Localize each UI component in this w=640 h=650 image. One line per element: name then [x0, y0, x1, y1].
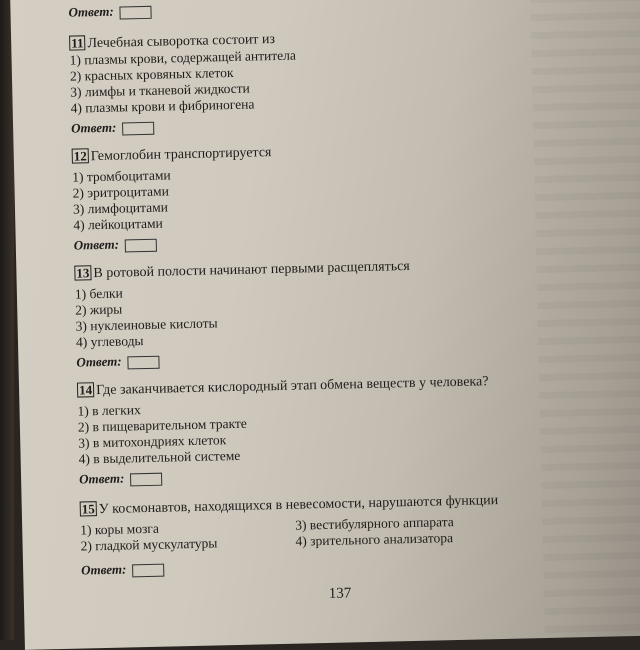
options-left [80, 518, 296, 555]
question-15 [80, 491, 562, 579]
answer-box[interactable] [125, 238, 157, 252]
option-4: 4) зрительного анализатора [295, 530, 454, 549]
option-1: 1) тромбоцитами [72, 167, 171, 185]
option-1: 1) белки [74, 285, 123, 302]
question-text: В ротовой полости начинают первыми расщепляться [93, 259, 410, 282]
answer-label: Ответ: [76, 353, 122, 370]
page-number: 137 [328, 585, 352, 602]
question-12 [72, 138, 554, 254]
question-number: 12 [73, 148, 87, 164]
answer-label: Ответ: [70, 119, 117, 136]
option-2: 2) красных кровяных клеток [69, 64, 234, 84]
question-text: У космонавтов, находящихся в невесомости, нарушаются функции [98, 493, 499, 518]
option-2: 2) жиры [75, 301, 123, 318]
question-13 [74, 255, 556, 371]
option-4: 4) углеводы [75, 333, 144, 350]
answer-label: Ответ: [73, 236, 120, 253]
answer-row [68, 0, 548, 21]
answer-box[interactable] [132, 563, 164, 577]
options-grid [80, 512, 561, 555]
question-number: 14 [78, 382, 93, 398]
option-3: 3) вестибулярного аппарата [295, 514, 454, 533]
option-1: 1) коры мозга [80, 520, 160, 538]
question-number: 13 [76, 265, 90, 281]
options-right [295, 513, 511, 550]
question-text: Лечебная сыворотка состоит из [87, 32, 276, 52]
answer-box[interactable] [122, 121, 154, 135]
question-number: 11 [71, 35, 84, 51]
option-4: 4) лейкоцитами [73, 215, 163, 233]
option-2: 2) в пищеварительном тракте [77, 415, 247, 435]
option-3: 3) лимфы и тканевой жидкости [70, 80, 250, 100]
option-1: 1) в легких [77, 402, 141, 419]
answer-box[interactable] [130, 472, 162, 486]
answer-row [81, 552, 561, 579]
option-3: 3) нуклеиновые кислоты [75, 315, 218, 334]
question-number: 15 [81, 501, 95, 517]
answer-box[interactable] [120, 5, 152, 19]
question-text: Где заканчивается кислородный этап обмена веществ у человека? [95, 374, 489, 399]
option-4: 4) плазмы крови и фибриногена [70, 96, 255, 116]
question-14 [77, 372, 559, 488]
answer-label: Ответ: [81, 561, 127, 578]
question-text: Гемоглобин транспортируется [90, 145, 272, 165]
answer-label: Ответ: [68, 3, 114, 20]
answer-label: Ответ: [78, 470, 125, 487]
option-3: 3) лимфоцитами [72, 199, 169, 217]
option-3: 3) в митохондриях клеток [78, 432, 227, 451]
option-2: 2) эритроцитами [72, 183, 170, 201]
option-4: 4) в выделительной системе [78, 447, 241, 467]
answer-box[interactable] [128, 355, 160, 369]
option-2: 2) гладкой мускулатуры [80, 535, 218, 554]
previous-question-tail [68, 0, 549, 21]
question-11 [69, 25, 551, 137]
workbook-page [10, 0, 640, 650]
option-1: 1) плазмы крови, содержащей антитела [69, 47, 297, 68]
